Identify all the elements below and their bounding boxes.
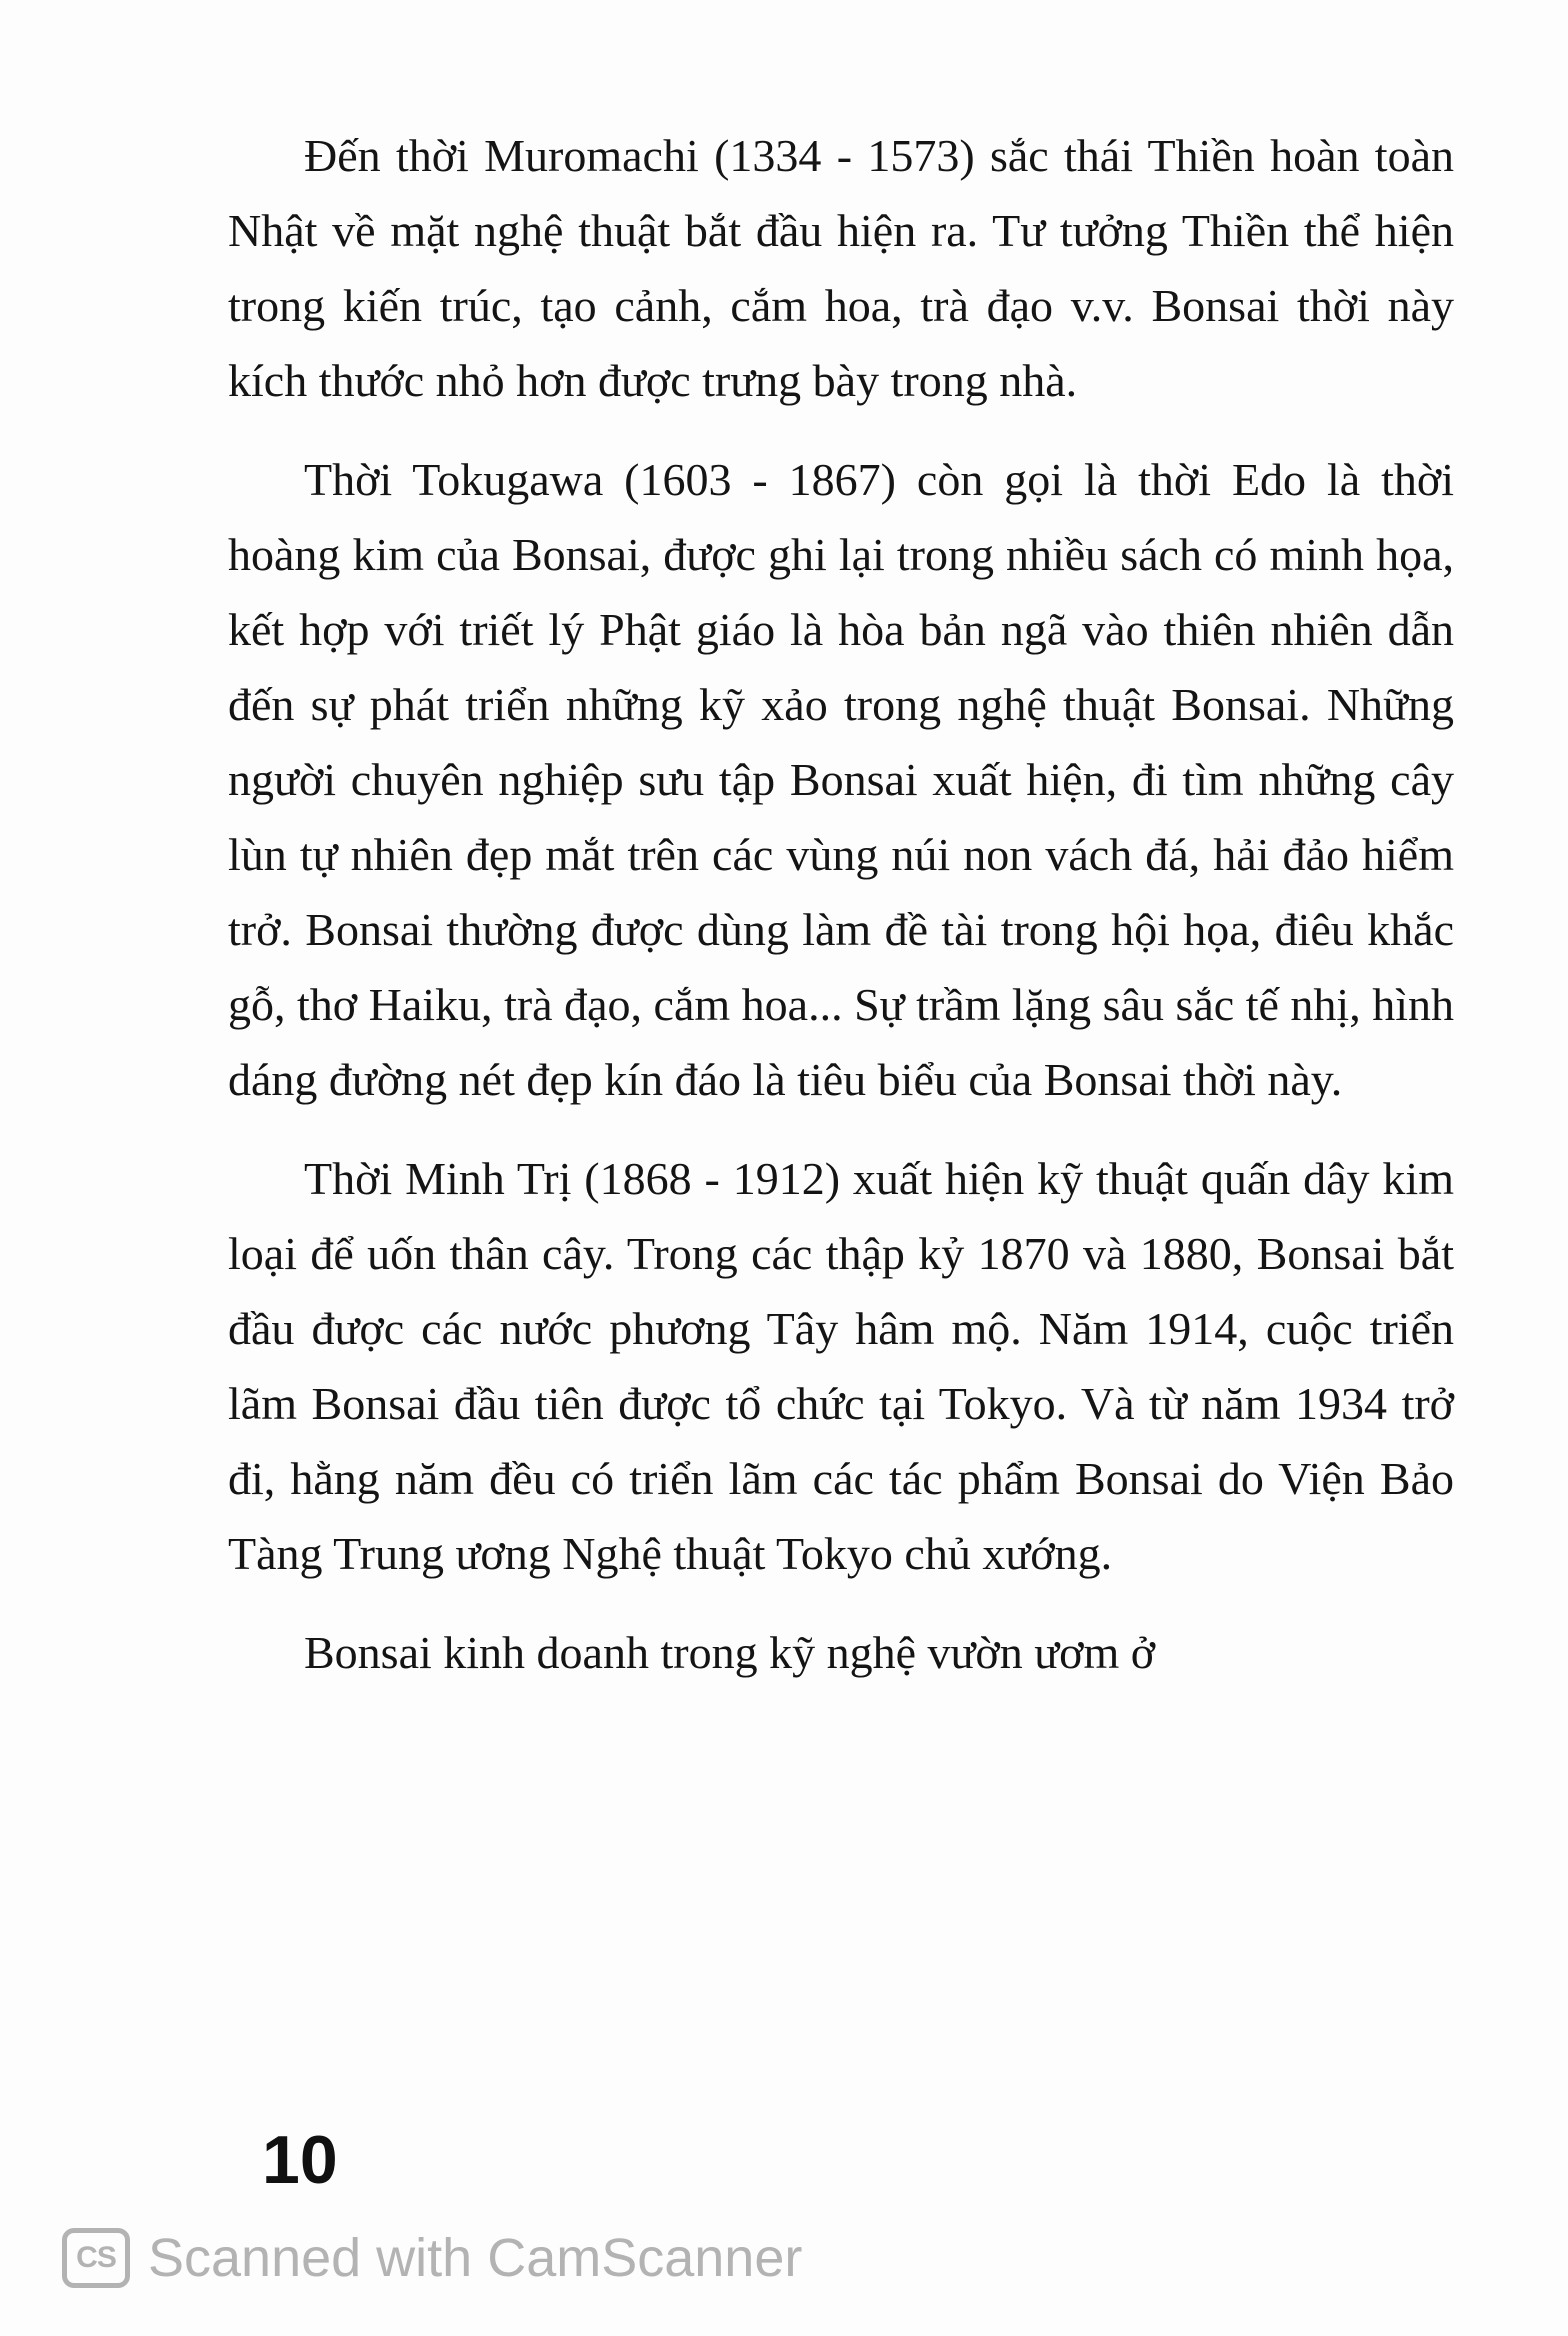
paragraph-bonsai-kinh-doanh: Bonsai kinh doanh trong kỹ nghệ vườn ươm ở (304, 1627, 1156, 1678)
page-number: 10 (262, 2122, 338, 2198)
camscanner-watermark (62, 2222, 802, 2294)
paragraph-muromachi: Đến thời Muromachi (1334 - 1573) sắc thái Thiền hoàn toàn Nhật về mặt nghệ thuật bắt đầu hiện ra. Tư tưởng Thiền thể hiện trong kiến trúc, tạo cảnh, cắm hoa, trà đạo v.v. Bonsai thời này kích thước nhỏ hơn được trưng bày trong nhà. (228, 130, 1454, 406)
paragraph-minh-tri: Thời Minh Trị (1868 - 1912) xuất hiện kỹ thuật quấn dây kim loại để uốn thân cây. Trong các thập kỷ 1870 và 1880, Bonsai bắt đầu được các nước phương Tây hâm mộ. Năm 1914, cuộc triển lãm Bonsai đầu tiên được tổ chức tại Tokyo. Và từ năm 1934 trở đi, hằng năm đều có triển lãm các tác phẩm Bonsai do Viện Bảo Tàng Trung ương Nghệ thuật Tokyo chủ xướng. (228, 1153, 1454, 1579)
paragraph-tokugawa: Thời Tokugawa (1603 - 1867) còn gọi là thời Edo là thời hoàng kim của Bonsai, được ghi lại trong nhiều sách có minh họa, kết hợp với triết lý Phật giáo là hòa bản ngã vào thiên nhiên dẫn đến sự phát triển những kỹ xảo trong nghệ thuật Bonsai. Những người chuyên nghiệp sưu tập Bonsai xuất hiện, đi tìm những cây lùn tự nhiên đẹp mắt trên các vùng núi non vách đá, hải đảo hiểm trở. Bonsai thường được dùng làm đề tài trong hội họa, điêu khắc gỗ, thơ Haiku, trà đạo, cắm hoa... Sự trầm lặng sâu sắc tế nhị, hình dáng đường nét đẹp kín đáo là tiêu biểu của Bonsai thời này. (228, 454, 1454, 1105)
watermark-text: Scanned with CamScanner (148, 2228, 803, 2288)
body-text (228, 118, 1454, 1714)
camscanner-logo-icon: CS (62, 2228, 130, 2288)
